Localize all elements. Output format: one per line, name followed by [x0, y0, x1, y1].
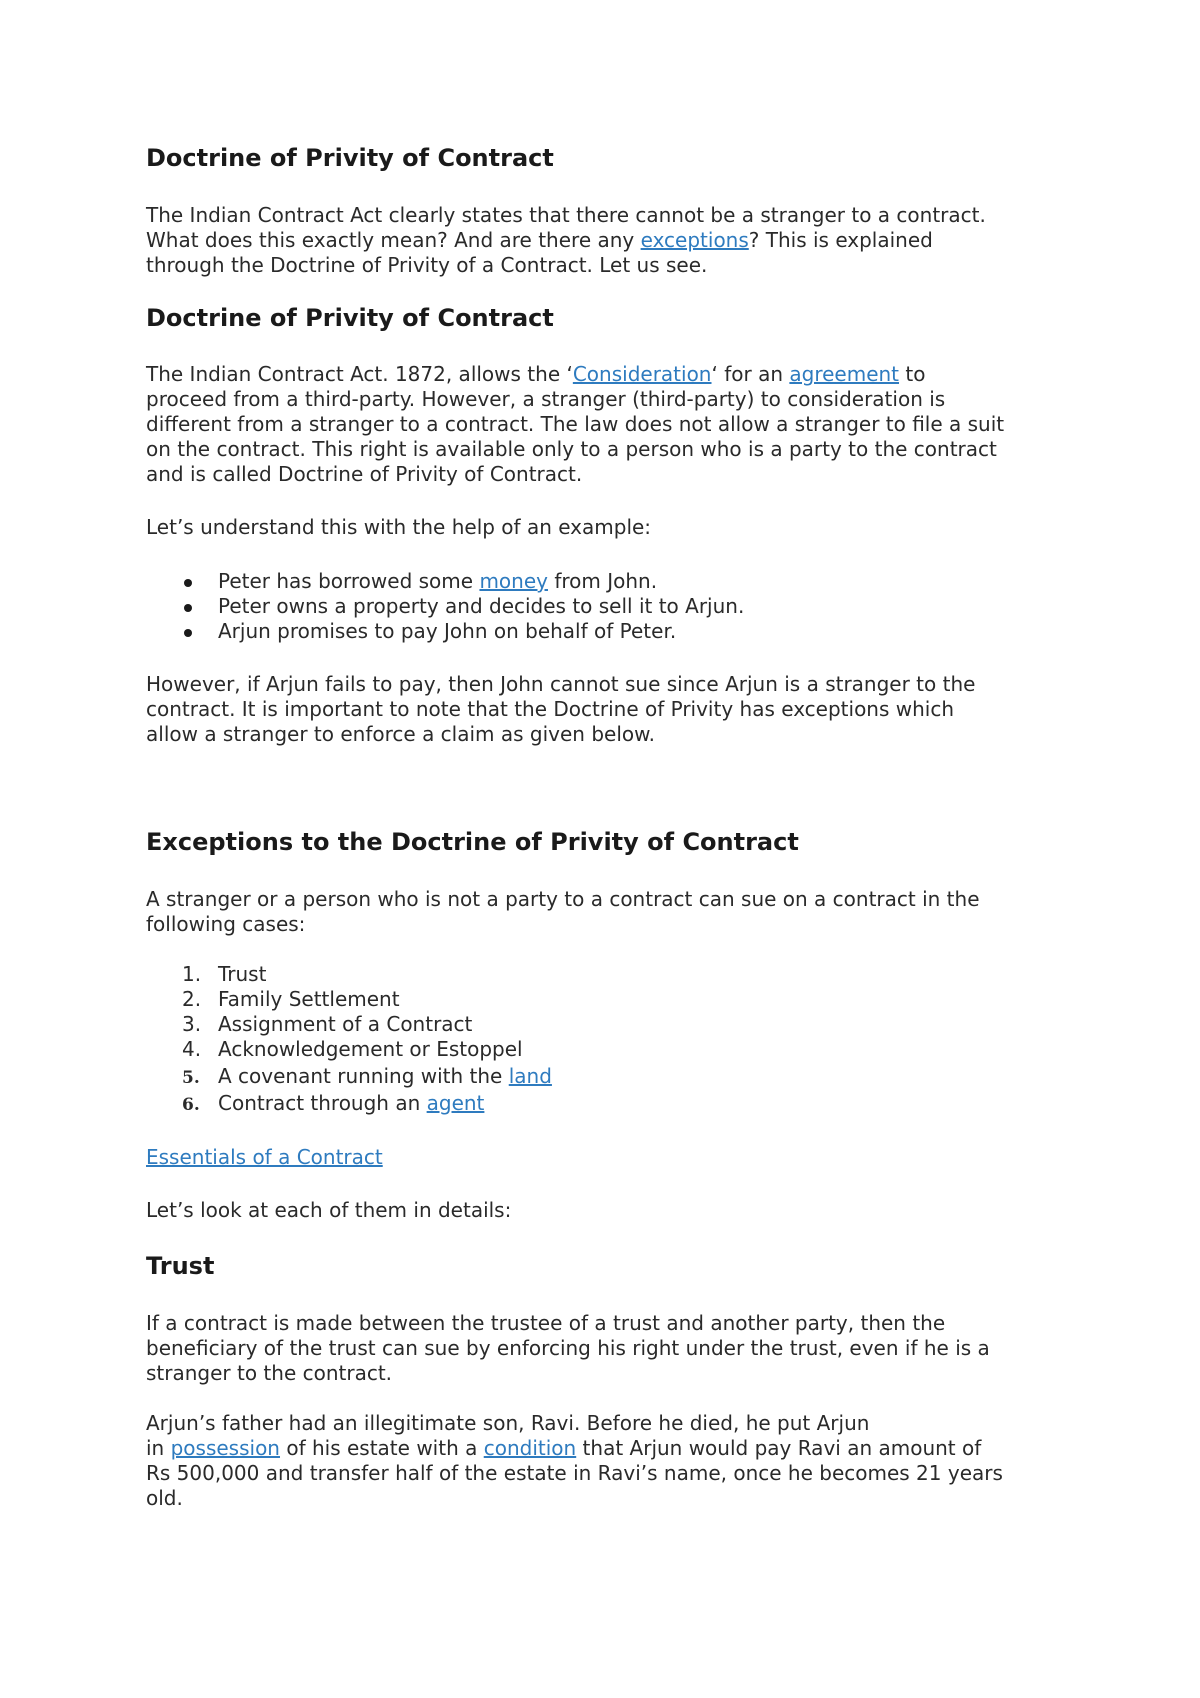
- agent-link[interactable]: agent: [426, 1091, 485, 1115]
- condition-link[interactable]: condition: [483, 1436, 577, 1460]
- intro-line-2-tail: ? This is explained: [748, 228, 933, 252]
- bullet-1-post: from John.: [547, 569, 658, 593]
- money-link[interactable]: money: [479, 569, 548, 593]
- bullet-icon: [184, 579, 192, 587]
- exception-agent: [218, 1091, 484, 1116]
- exceptions-link[interactable]: exceptions: [640, 228, 749, 252]
- exception-family-settlement: Family Settlement: [218, 987, 400, 1011]
- para6-line-2-text: in: [146, 1436, 171, 1460]
- para2-line-1: [146, 362, 1076, 387]
- bullet-2-text: Peter owns a property and decides to sell it to Arjun.: [218, 594, 745, 618]
- list-number: 4.: [182, 1037, 202, 1061]
- intro-paragraph: [146, 203, 1076, 278]
- bullet-1-text: [218, 569, 657, 594]
- intro-line-2-text: What does this exactly mean? And are there any: [146, 228, 641, 252]
- agreement-link[interactable]: agreement: [789, 362, 900, 386]
- para3-line-2: contract. It is important to note that the Doctrine of Privity has exceptions which: [146, 697, 955, 721]
- heading-doctrine-1: Doctrine of Privity of Contract: [146, 144, 554, 172]
- para5-line-2: beneficiary of the trust can sue by enforcing his right under the trust, even if he is a: [146, 1336, 990, 1360]
- para2-line-4: on the contract. This right is available only to a person who is a party to the contract: [146, 437, 997, 461]
- exception-estoppel: Acknowledgement or Estoppel: [218, 1037, 523, 1061]
- para5-line-1: If a contract is made between the trustee of a trust and another party, then the: [146, 1311, 946, 1335]
- stranger-paragraph: [146, 887, 1076, 937]
- intro-line-3: through the Doctrine of Privity of a Contract. Let us see.: [146, 253, 708, 277]
- intro-line-2: [146, 228, 1076, 253]
- para6-line-2-tail: that Arjun would pay Ravi an amount of: [576, 1436, 982, 1460]
- list-number: 3.: [182, 1012, 202, 1036]
- para6-line-4: old.: [146, 1486, 183, 1510]
- para6-line-2-mid: of his estate with a: [279, 1436, 484, 1460]
- list-number: 6.: [182, 1095, 200, 1115]
- example-arjun-paragraph: [146, 1411, 1076, 1511]
- trust-paragraph: [146, 1311, 1076, 1386]
- bullet-icon: [184, 629, 192, 637]
- para2-line-5: and is called Doctrine of Privity of Contract.: [146, 462, 583, 486]
- consideration-link[interactable]: Consideration: [572, 362, 712, 386]
- para6-line-1: Arjun’s father had an illegitimate son, Ravi. Before he died, he put Arjun: [146, 1411, 870, 1435]
- consideration-paragraph: [146, 362, 1076, 487]
- exception-covenant: [218, 1064, 552, 1089]
- details-intro: Let’s look at each of them in details:: [146, 1198, 512, 1222]
- para2-line-3: different from a stranger to a contract. The law does not allow a stranger to file a suit: [146, 412, 1005, 436]
- para4-line-1: A stranger or a person who is not a party to a contract can sue on a contract in the: [146, 887, 980, 911]
- bullet-1-pre: Peter has borrowed some: [218, 569, 480, 593]
- bullet-icon: [184, 604, 192, 612]
- possession-link[interactable]: possession: [170, 1436, 280, 1460]
- heading-trust: Trust: [146, 1252, 215, 1280]
- para6-line-2: [146, 1436, 1076, 1461]
- para2-line-1-tail: to: [899, 362, 926, 386]
- exception-assignment: Assignment of a Contract: [218, 1012, 473, 1036]
- list-number: 2.: [182, 987, 202, 1011]
- para4-line-2: following cases:: [146, 912, 306, 936]
- however-paragraph: [146, 672, 1076, 747]
- example-intro: Let’s understand this with the help of an example:: [146, 515, 652, 539]
- essentials-paragraph: [146, 1145, 1076, 1170]
- land-link[interactable]: land: [508, 1064, 552, 1088]
- heading-doctrine-2: Doctrine of Privity of Contract: [146, 304, 554, 332]
- agent-text: Contract through an: [218, 1091, 427, 1115]
- para2-line-1-mid: ‘ for an: [711, 362, 790, 386]
- bullet-3-text: Arjun promises to pay John on behalf of Peter.: [218, 619, 677, 643]
- intro-line-1: The Indian Contract Act clearly states that there cannot be a stranger to a contract.: [146, 203, 986, 227]
- exception-trust: Trust: [218, 962, 267, 986]
- list-number: 1.: [182, 962, 202, 986]
- para2-line-2: proceed from a third-party. However, a stranger (third-party) to consideration is: [146, 387, 946, 411]
- essentials-of-contract-link[interactable]: Essentials of a Contract: [146, 1145, 383, 1169]
- heading-exceptions: Exceptions to the Doctrine of Privity of Contract: [146, 828, 799, 856]
- para3-line-1: However, if Arjun fails to pay, then John cannot sue since Arjun is a stranger to the: [146, 672, 976, 696]
- para5-line-3: stranger to the contract.: [146, 1361, 393, 1385]
- para2-line-1-text: The Indian Contract Act. 1872, allows the ‘: [146, 362, 573, 386]
- para3-line-3: allow a stranger to enforce a claim as given below.: [146, 722, 656, 746]
- covenant-text: A covenant running with the: [218, 1064, 509, 1088]
- list-number: 5.: [182, 1068, 200, 1088]
- para6-line-3: Rs 500,000 and transfer half of the estate in Ravi’s name, once he becomes 21 years: [146, 1461, 1003, 1485]
